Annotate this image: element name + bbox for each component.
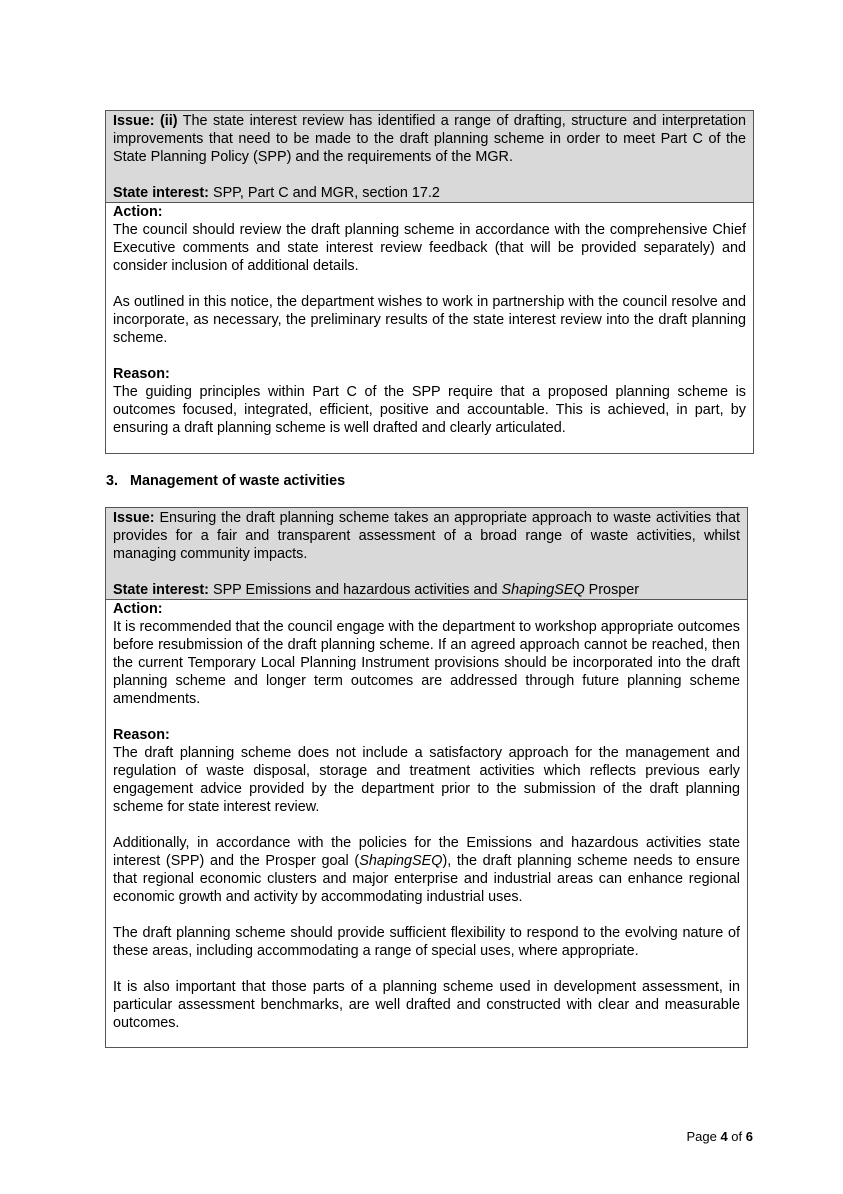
- reason-paragraph: The draft planning scheme does not include a satisfactory approach for the management and regulation of waste disposal, storage and treatment activities which reflects previous early engagement advice provided by the department prior to the submission of the draft planning scheme for state interest review.: [113, 745, 740, 815]
- state-interest-label: State interest:: [113, 185, 209, 201]
- reason-label: Reason:: [113, 727, 170, 743]
- issue-header: [106, 111, 753, 203]
- action-reason-cell: [106, 203, 753, 437]
- reason-text: Additionally, in accordance with the policies for the Emissions and hazardous activities state interest (SPP) and the Prosper goal (: [113, 835, 740, 869]
- reason-text: ), the draft planning scheme needs to ensure that regional economic clusters and major enterprise and industrial areas can enhance regional economic growth and activity by accommodating industrial uses.: [113, 853, 741, 905]
- issue-paragraph: [113, 509, 740, 563]
- reason-paragraph: The draft planning scheme should provide sufficient flexibility to respond to the evolving nature of these areas, including accommodating a range of special uses, where appropriate.: [113, 925, 740, 959]
- issue-number: (ii): [160, 113, 178, 129]
- state-interest-paragraph: [113, 184, 746, 202]
- action-label: Action:: [113, 601, 163, 617]
- action-reason-cell: [106, 600, 747, 1032]
- reason-label: Reason:: [113, 366, 170, 382]
- section-heading: [106, 472, 345, 490]
- reason-paragraph: It is also important that those parts of a planning scheme used in development assessment, in particular assessment benchmarks, are well drafted and constructed with clear and measurable outcomes.: [113, 979, 740, 1031]
- reason-paragraph: [113, 834, 740, 906]
- issue-box-drafting: [105, 110, 754, 454]
- state-interest-text: Prosper: [584, 582, 640, 598]
- issue-label: Issue:: [113, 510, 155, 526]
- page-prefix: Page: [686, 1129, 721, 1144]
- state-interest-text: SPP Emissions and hazardous activities and: [208, 582, 502, 598]
- action-paragraph: As outlined in this notice, the department wishes to work in partnership with the council resolve and incorporate, as necessary, the preliminary results of the state interest review into the draft planning scheme.: [113, 294, 746, 346]
- issue-text: Ensuring the draft planning scheme takes an appropriate approach to waste activities that provides for a fair and transparent assessment of a broad range of waste activities, whilst managing community impacts.: [113, 510, 740, 562]
- state-interest-label: State interest:: [113, 582, 209, 598]
- issue-text: The state interest review has identified a range of drafting, structure and interpretation improvements that need to be made to the draft planning scheme in order to meet Part C of the State Planning Policy (SPP) and the requirements of the MGR.: [113, 113, 747, 165]
- action-paragraph: The council should review the draft planning scheme in accordance with the comprehensive Chief Executive comments and state interest review feedback (that will be provided separately) and consider inclusion of additional details.: [113, 222, 746, 274]
- reason-paragraph: The guiding principles within Part C of the SPP require that a proposed planning scheme is outcomes focused, integrated, efficient, positive and accountable. This is achieved, in part, by ensuring a draft planning scheme is well drafted and clearly articulated.: [113, 384, 746, 436]
- issue-paragraph: [113, 112, 746, 166]
- section-title: Management of waste activities: [130, 473, 346, 489]
- state-interest-italic: ShapingSEQ: [501, 582, 585, 598]
- state-interest-text: SPP, Part C and MGR, section 17.2: [208, 185, 440, 201]
- action-label: Action:: [113, 204, 163, 220]
- issue-box-waste: [105, 507, 748, 1048]
- state-interest-paragraph: [113, 581, 740, 599]
- page-current: 4: [720, 1129, 728, 1144]
- action-paragraph: It is recommended that the council engage with the department to workshop appropriate outcomes before resubmission of the draft planning scheme. If an agreed approach cannot be reached, then the current Temporary Local Planning Instrument provisions should be incorporated into the draft planning scheme and longer term outcomes are addressed through future planning scheme amendments.: [113, 619, 740, 707]
- page-of: of: [727, 1129, 746, 1144]
- reason-italic: ShapingSEQ: [359, 853, 443, 869]
- issue-header: [106, 508, 747, 600]
- issue-label: Issue:: [113, 113, 155, 129]
- page-number: [686, 1128, 753, 1146]
- section-number: 3.: [106, 473, 119, 489]
- page-total: 6: [745, 1129, 753, 1144]
